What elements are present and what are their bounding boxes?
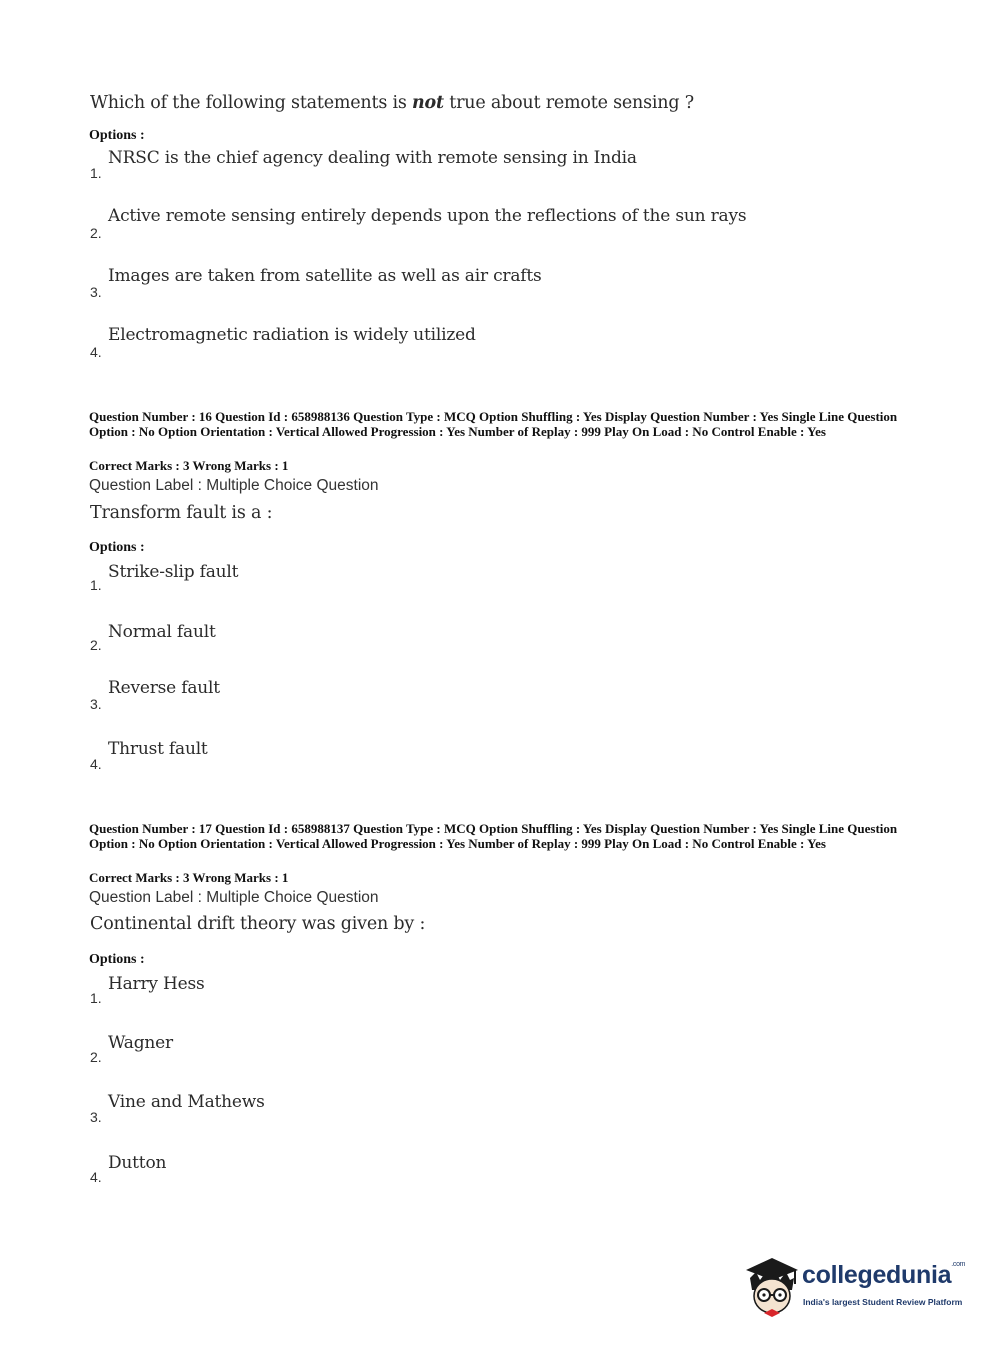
q17-option-3-text: Vine and Mathews [108,1092,265,1112]
q16-option-2-text: Normal fault [108,622,216,642]
q17-option-1-number: 1. [90,990,102,1006]
question-15-text: Which of the following statements is not true about remote sensing ? [90,93,694,113]
q15-option-4-text: Electromagnetic radiation is widely utilized [108,325,476,345]
question-16-text: Transform fault is a : [90,503,273,523]
q17-option-2-number: 2. [90,1049,102,1065]
logo-wordmark: collegedunia$^{.com}$ [802,1261,966,1289]
q15-option-3-number: 3. [90,284,102,300]
q17-option-4-number: 4. [90,1169,102,1185]
q15-option-2-number: 2. [90,225,102,241]
question-17-text: Continental drift theory was given by : [90,914,426,934]
q16-options-label: Options : [89,540,145,555]
q16-option-3-number: 3. [90,696,102,712]
q16-option-1-number: 1. [90,577,102,593]
q17-marks: Correct Marks : 3 Wrong Marks : 1 [89,870,289,885]
q17-options-label: Options : [89,952,145,967]
collegedunia-logo [742,1250,972,1320]
q15-option-4-number: 4. [90,344,102,360]
q17-option-3-number: 3. [90,1109,102,1125]
q16-marks: Correct Marks : 3 Wrong Marks : 1 [89,458,289,473]
q16-option-4-text: Thrust fault [108,739,208,759]
q15-option-3-text: Images are taken from satellite as well as air crafts [108,266,542,286]
q17-question-label: Question Label : Multiple Choice Question [89,889,379,906]
q16-option-2-number: 2. [90,637,102,653]
q16-option-1-text: Strike-slip fault [108,562,239,582]
q15-option-2-text: Active remote sensing entirely depends upon the reflections of the sun rays [108,206,747,226]
q17-option-1-text: Harry Hess [108,974,205,994]
mascot-icon [742,1250,804,1320]
q16-meta: Question Number : 16 Question Id : 658988136 Question Type : MCQ Option Shuffling : Yes Display Question Number : Yes Single Line Question Option : No Option Orientation : Vertical Allowed Progression : Yes Number of Replay : 999 Play On Load : No Control Enable : Yes [89,409,898,439]
q17-meta: Question Number : 17 Question Id : 658988137 Question Type : MCQ Option Shuffling : Yes Display Question Number : Yes Single Line Question Option : No Option Orientation : Vertical Allowed Progression : Yes Number of Replay : 999 Play On Load : No Control Enable : Yes [89,821,898,851]
q15-option-1-text: NRSC is the chief agency dealing with remote sensing in India [108,148,637,168]
q17-option-2-text: Wagner [108,1033,173,1053]
q16-option-4-number: 4. [90,756,102,772]
q15-option-1-number: 1. [90,165,102,181]
q15-options-label: Options : [89,128,145,143]
q16-question-label: Question Label : Multiple Choice Question [89,477,379,494]
q17-option-4-text: Dutton [108,1153,167,1173]
logo-tagline: India's largest Student Review Platform [803,1297,963,1307]
q16-option-3-text: Reverse fault [108,678,220,698]
